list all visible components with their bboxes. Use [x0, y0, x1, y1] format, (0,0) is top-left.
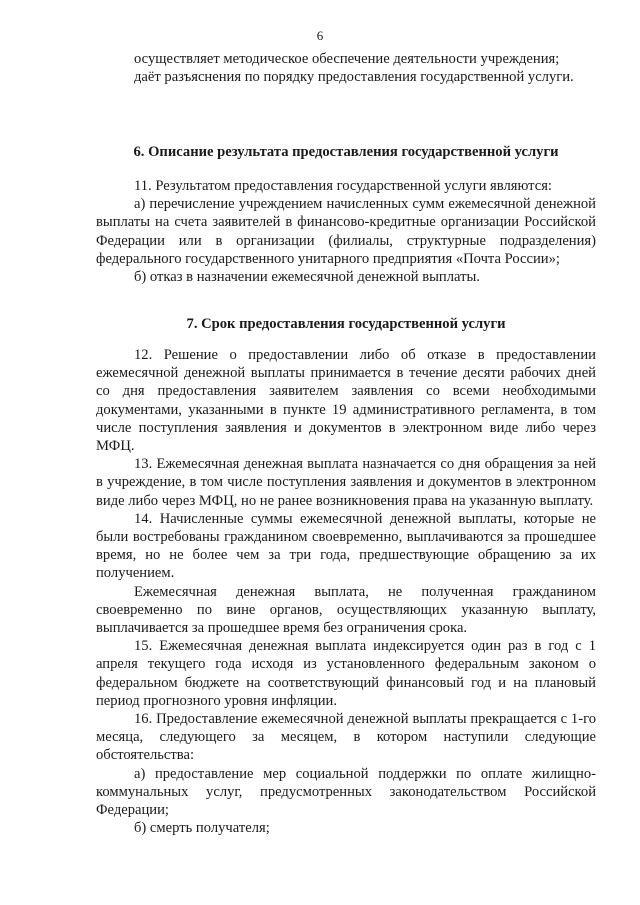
paragraph-14-cont: Ежемесячная денежная выплата, не полученная гражданином своевременно по вине органов, осуществляющих указанную выплату, выплачивается за прошедшее время без ограничения срока. [96, 583, 596, 637]
paragraph-11: 11. Результатом предоставления государственной услуги являются: [134, 178, 552, 194]
section-7-body [96, 346, 596, 837]
paragraph-16-a: а) предоставление мер социальной поддержки по оплате жилищно-коммунальных услуг, предусмотренных законодательством Российской Федерации; [96, 765, 596, 819]
section-6-heading: 6. Описание результата предоставления государственной услуги [133, 144, 559, 160]
intro-line-1: осуществляет методическое обеспечение деятельности учреждения; [134, 51, 560, 67]
page-number: 6 [316, 28, 324, 43]
paragraph-16: 16. Предоставление ежемесячной денежной выплаты прекращается с 1-го месяца, следующего за месяцем, в котором наступили следующие обстоятельства: [96, 711, 596, 764]
paragraph-14: 14. Начисленные суммы ежемесячной денежной выплаты, которые не были востребованы гражданином своевременно, выплачиваются за прошедшее время, но не более чем за три года, предшествующие обращению за их получением. [96, 510, 596, 582]
intro-line-2: даёт разъяснения по порядку предоставления государственной услуги. [134, 69, 574, 86]
paragraph-12: 12. Решение о предоставлении либо об отказе в предоставлении ежемесячной денежной выплаты принимается в течение десяти рабочих дней со дня предоставления заявителем заявления со всеми необходимыми документами, указанными в пункте 19 административного регламента, в том числе поступления заявления и документов в электронном виде либо через МФЦ. [96, 347, 596, 455]
section-7-heading: 7. Срок предоставления государственной услуги [186, 316, 506, 332]
paragraph-11-a: а) перечисление учреждением начисленных сумм ежемесячной денежной выплаты на счета заявителей в финансово-кредитные организации Российской Федерации или в организации (филиалы, структурные подразделения) федерального государственного унитарного предприятия «Почта России»; [96, 196, 596, 267]
paragraph-16-b: б) смерть получателя; [134, 820, 270, 837]
paragraph-13: 13. Ежемесячная денежная выплата назначается со дня обращения за ней в учреждение, в том числе поступления заявления и документов в электронном виде либо через МФЦ, но не ранее возникновения права на указанную выплату. [96, 456, 596, 509]
paragraph-15: 15. Ежемесячная денежная выплата индексируется один раз в год с 1 апреля текущего года исходя из установленного федеральным законом о федеральном бюджете на соответствующий финансовый год и на плановый период прогнозного уровня инфляции. [96, 638, 596, 709]
section-6-body [96, 177, 596, 286]
paragraph-11-b: б) отказ в назначении ежемесячной денежной выплаты. [134, 269, 480, 286]
intro-block [96, 50, 596, 86]
